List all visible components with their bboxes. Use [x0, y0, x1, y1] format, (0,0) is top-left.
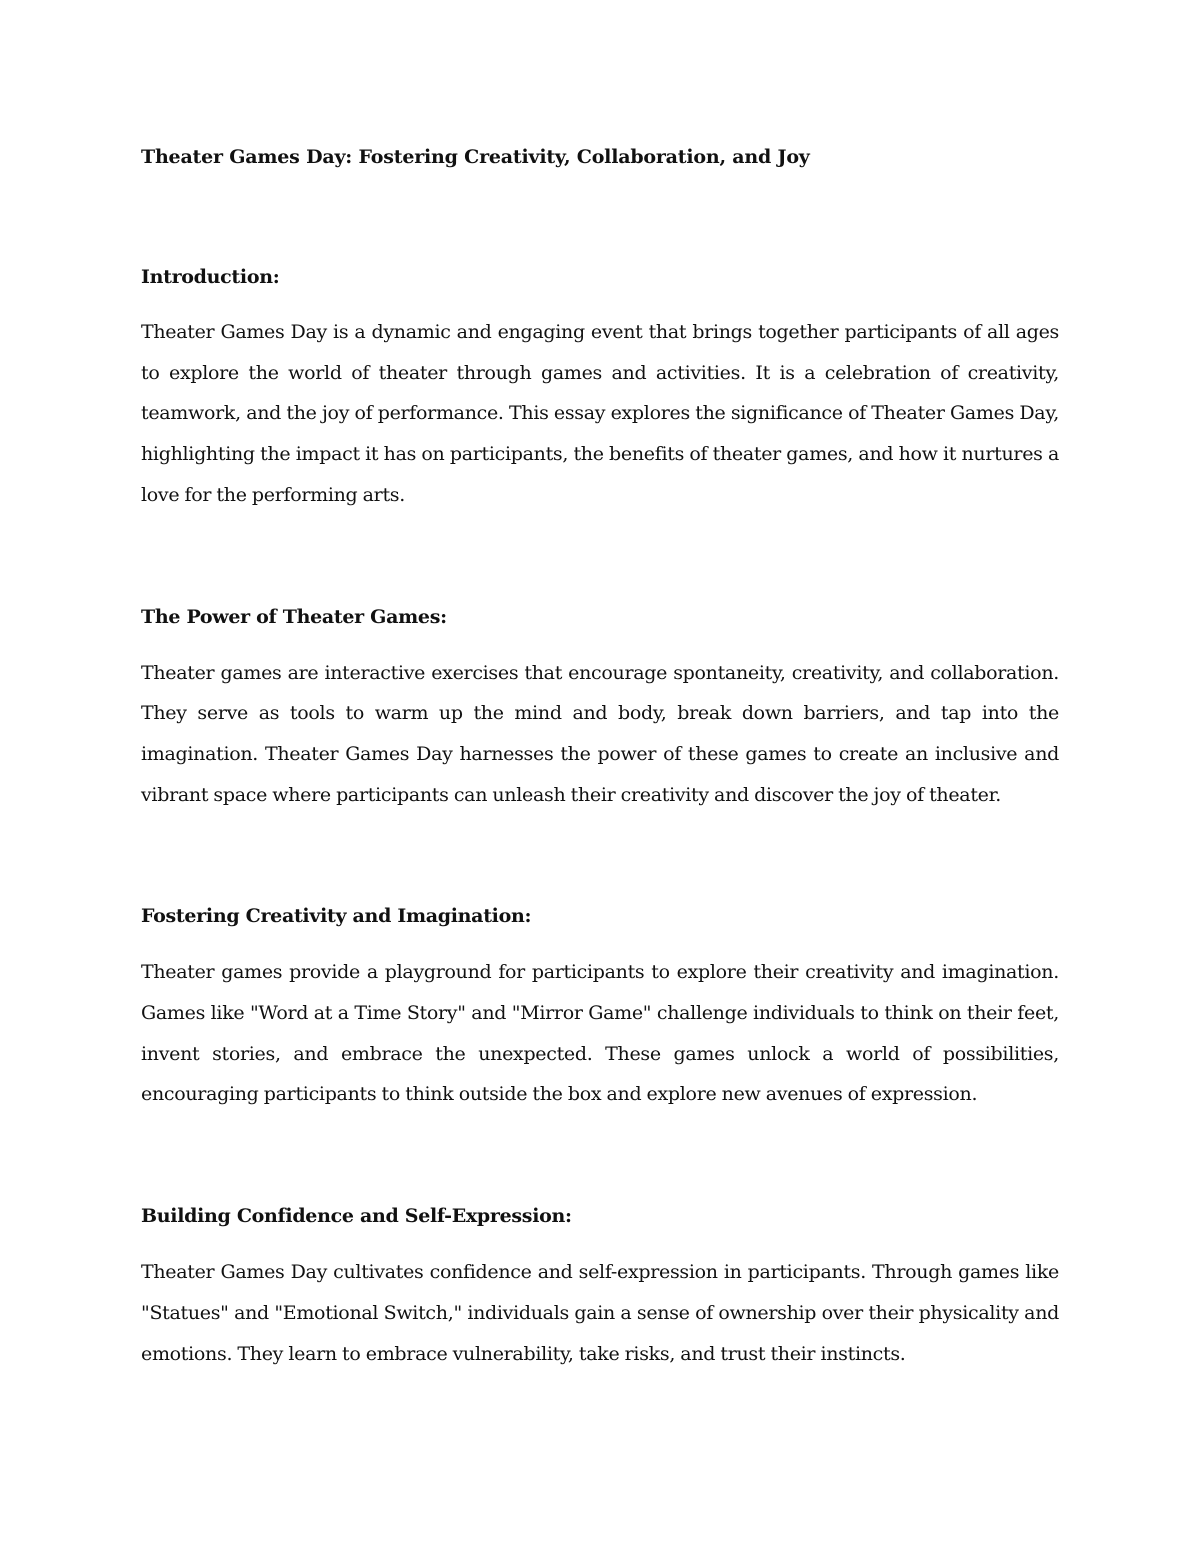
document-content [141, 140, 1059, 1374]
section-paragraph: Theater Games Day cultivates confidence and self-expression in participants. Through games like "Statues" and "Emotional Switch," individuals gain a sense of ownership over their physicality and emotions. They learn to embrace vulnerability, take risks, and trust their instincts. [141, 1261, 1059, 1365]
section-paragraph: Theater Games Day is a dynamic and engaging event that brings together participants of all ages to explore the world of theater through games and activities. It is a celebration of creativity, teamwork, and the joy of performance. This essay explores the significance of Theater Games Day, highlighting the impact it has on participants, the benefits of theater games, and how it nurtures a love for the performing arts. [141, 321, 1059, 506]
section-heading: Fostering Creativity and Imagination: [141, 905, 532, 928]
section-paragraph: Theater games are interactive exercises that encourage spontaneity, creativity, and collaboration. They serve as tools to warm up the mind and body, break down barriers, and tap into the imagination. Theater Games Day harnesses the power of these games to create an inclusive and vibrant space where participants can unleash their creativity and discover the joy of theater. [141, 661, 1059, 806]
section-fostering-creativity [141, 899, 1059, 1115]
section-building-confidence [141, 1199, 1059, 1374]
section-power-of-theater-games [141, 600, 1059, 816]
section-heading: Building Confidence and Self-Expression: [141, 1205, 572, 1228]
document-title: Theater Games Day: Fostering Creativity, Collaboration, and Joy [141, 146, 810, 168]
section-heading: The Power of Theater Games: [141, 605, 447, 628]
section-introduction [141, 260, 1059, 516]
section-heading: Introduction: [141, 266, 280, 288]
section-paragraph: Theater games provide a playground for participants to explore their creativity and imagination. Games like "Word at a Time Story" and "Mirror Game" challenge individuals to think on their feet, invent stories, and embrace the unexpected. These games unlock a world of possibilities, encouraging participants to think outside the box and explore new avenues of expression. [141, 961, 1059, 1106]
